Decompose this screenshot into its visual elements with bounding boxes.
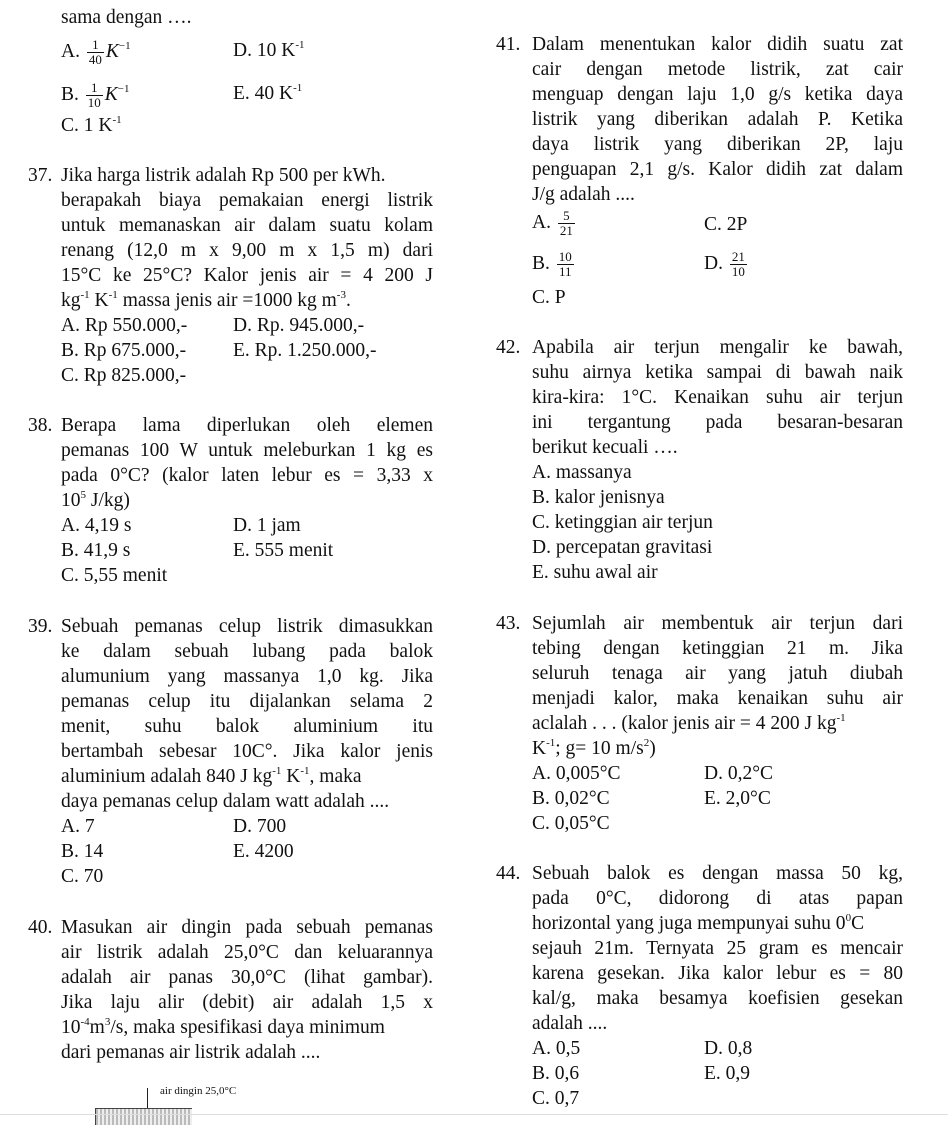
- q36-option-b: B. $\frac{1}{10}$ $K^{-1}$: [61, 80, 130, 110]
- q39-option-c: C. 70: [61, 866, 104, 887]
- q41-text-line: listrik yang diberikan adalah P. Ketika: [532, 109, 903, 130]
- q39-text-line: ke dalam sebuah lubang pada balok: [61, 641, 433, 662]
- q37-option-c: C. Rp 825.000,-: [61, 365, 187, 386]
- q44-option-d: D. 0,8: [704, 1038, 753, 1059]
- q43-text-line: menjadi kalor, maka kenaikan suhu air: [532, 688, 903, 709]
- q44-text-line: karena gesekan. Jika kalor lebur es = 80: [532, 963, 903, 984]
- q39-option-b: B. 14: [61, 841, 104, 862]
- q39-text-line: bertambah sebesar 10C°. Jika kalor jenis: [61, 741, 433, 762]
- q44-text-line: pada 0°C, didorong di atas papan: [532, 888, 903, 909]
- q37-text-line: untuk memanaskan air dalam suatu kolam: [61, 215, 433, 236]
- q39-text-line: menit, suhu balok aluminium itu: [61, 716, 433, 737]
- q42-text-line: Apabila air terjun mengalir ke bawah,: [532, 337, 903, 358]
- q41-text-line: menguap dengan laju 1,0 g/s ketika daya: [532, 84, 903, 105]
- q43-text-line: $K^{-1}$; g= 10 $m/s^2$): [532, 737, 656, 759]
- q36-option-e: E. 40 $K^{-1}$: [233, 82, 303, 104]
- q41-option-c2: C. 2P: [704, 214, 748, 235]
- q43-option-e: E. 2,0°C: [704, 788, 771, 809]
- q37-text-line: $kg^{-1}$ $K^{-1}$ massa jenis air =1000 kg $m^{-3}$.: [61, 289, 351, 311]
- q38-text-line: pemanas 100 W untuk meleburkan 1 kg es: [61, 440, 433, 461]
- q42-number: 42.: [496, 337, 521, 358]
- q41-text-line: daya listrik yang diberikan 2P, laju: [532, 134, 903, 155]
- q38-option-a: A. 4,19 s: [61, 515, 132, 536]
- q43-option-b: B. 0,02°C: [532, 788, 610, 809]
- q36-option-c: C. 1 $K^{-1}$: [61, 114, 122, 136]
- q44-text-line: adalah ....: [532, 1013, 608, 1034]
- heater-figure: [95, 1108, 192, 1125]
- q40-number: 40.: [28, 917, 53, 938]
- q41-text-line: Dalam menentukan kalor didih suatu zat: [532, 34, 903, 55]
- page-divider: [0, 1114, 948, 1115]
- q39-text-line: daya pemanas celup dalam watt adalah ....: [61, 791, 390, 812]
- q43-text-line: tebing dengan ketinggian 21 m. Jika: [532, 638, 903, 659]
- q44-option-a: A. 0,5: [532, 1038, 581, 1059]
- q43-text-line: aclalah . . . (kalor jenis air = 4 200 J $kg^{-1}$: [532, 712, 846, 734]
- q44-option-c: C. 0,7: [532, 1088, 580, 1109]
- q39-text-line: Sebuah pemanas celup listrik dimasukkan: [61, 616, 433, 637]
- q41-option-d: D. $\frac{21}{10}$: [704, 249, 745, 279]
- q38-option-c: C. 5,55 menit: [61, 565, 168, 586]
- q43-number: 43.: [496, 613, 521, 634]
- q42-text-line: suhu airnya ketika sampai di bawah naik: [532, 362, 903, 383]
- inflow-arrow: [147, 1088, 148, 1110]
- q36-option-d: D. 10 $K^{-1}$: [233, 39, 305, 61]
- figure-label: air dingin 25,0°C: [160, 1085, 237, 1097]
- q41-text-line: J/g adalah ....: [532, 184, 635, 205]
- q41-text-line: penguapan 2,1 g/s. Kalor didih zat dalam: [532, 159, 903, 180]
- q38-text-line: Berapa lama diperlukan oleh elemen: [61, 415, 433, 436]
- q42-option-c: C. ketinggian air terjun: [532, 512, 713, 533]
- q37-option-e: E. Rp. 1.250.000,-: [233, 340, 377, 361]
- q43-option-d: D. 0,2°C: [704, 763, 774, 784]
- q42-option-a: A. massanya: [532, 462, 632, 483]
- q39-number: 39.: [28, 616, 53, 637]
- q44-option-b: B. 0,6: [532, 1063, 580, 1084]
- q39-option-d: D. 700: [233, 816, 287, 837]
- q41-text-line: cair dengan metode listrik, zat cair: [532, 59, 903, 80]
- q38-option-b: B. 41,9 s: [61, 540, 131, 561]
- q37-option-b: B. Rp 675.000,-: [61, 340, 187, 361]
- q43-option-a: A. 0,005°C: [532, 763, 621, 784]
- q38-number: 38.: [28, 415, 53, 436]
- q42-option-d: D. percepatan gravitasi: [532, 537, 713, 558]
- q41-option-b: B. $\frac{10}{11}$: [532, 249, 572, 279]
- q39-text-line: aluminium adalah 840 J $kg^{-1}$ $K^{-1}$, maka: [61, 765, 362, 787]
- q37-number: 37.: [28, 165, 53, 186]
- continuation-text: sama dengan ….: [61, 7, 192, 28]
- q42-text-line: berikut kecuali ….: [532, 437, 678, 458]
- q37-option-d: D. Rp. 945.000,-: [233, 315, 365, 336]
- q41-option-c: C. P: [532, 287, 566, 308]
- q42-option-e: E. suhu awal air: [532, 562, 658, 583]
- q40-text-line: air listrik adalah 25,0°C dan keluarannya: [61, 942, 433, 963]
- q43-option-c: C. 0,05°C: [532, 813, 610, 834]
- q40-text-line: $10^{-4}m^3/s$, maka spesifikasi daya minimum: [61, 1016, 385, 1038]
- q37-text-line: 15°C ke 25°C? Kalor jenis air = 4 200 J: [61, 265, 433, 286]
- q37-text-line: Jika harga listrik adalah Rp 500 per kWh.: [61, 165, 386, 186]
- q38-option-d: D. 1 jam: [233, 515, 301, 536]
- q44-text-line: kal/g, maka besamya koefisien gesekan: [532, 988, 903, 1009]
- q44-option-e: E. 0,9: [704, 1063, 751, 1084]
- q37-text-line: berapakah biaya pemakaian energi listrik: [61, 190, 433, 211]
- q44-number: 44.: [496, 863, 521, 884]
- q41-number: 41.: [496, 34, 521, 55]
- q39-text-line: pemanas celup itu dijalankan selama 2: [61, 691, 433, 712]
- q38-text-line: pada 0°C? (kalor laten lebur es = 3,33 x: [61, 465, 433, 486]
- q39-option-e: E. 4200: [233, 841, 294, 862]
- q42-text-line: ini tergantung pada besaran-besaran: [532, 412, 903, 433]
- q41-option-a: A. $\frac{5}{21}$: [532, 208, 573, 238]
- q39-option-a: A. 7: [61, 816, 95, 837]
- q40-text-line: Jika laju alir (debit) air adalah 1,5 x: [61, 992, 433, 1013]
- q37-text-line: renang (12,0 m x 9,00 m x 1,5 m) dari: [61, 240, 433, 261]
- q44-text-line: Sebuah balok es dengan massa 50 kg,: [532, 863, 903, 884]
- q42-option-b: B. kalor jenisnya: [532, 487, 665, 508]
- q38-text-line: $10^5$ J/kg): [61, 489, 130, 511]
- q44-text-line: horizontal yang juga mempunyai suhu $0^0C$: [532, 912, 865, 934]
- q44-text-line: sejauh 21m. Ternyata 25 gram es mencair: [532, 938, 903, 959]
- q36-option-a: A. $\frac{1}{40}$ $K^{-1}$: [61, 37, 131, 67]
- q43-text-line: seluruh tenaga air yang jatuh diubah: [532, 663, 903, 684]
- q37-option-a: A. Rp 550.000,-: [61, 315, 188, 336]
- q42-text-line: kira-kira: 1°C. Kenaikan suhu air terjun: [532, 387, 903, 408]
- q43-text-line: Sejumlah air membentuk air terjun dari: [532, 613, 903, 634]
- q40-text-line: Masukan air dingin pada sebuah pemanas: [61, 917, 433, 938]
- q38-option-e: E. 555 menit: [233, 540, 334, 561]
- q40-text-line: dari pemanas air listrik adalah ....: [61, 1042, 321, 1063]
- q39-text-line: alumunium yang massanya 1,0 kg. Jika: [61, 666, 433, 687]
- q40-text-line: adalah air panas 30,0°C (lihat gambar).: [61, 967, 433, 988]
